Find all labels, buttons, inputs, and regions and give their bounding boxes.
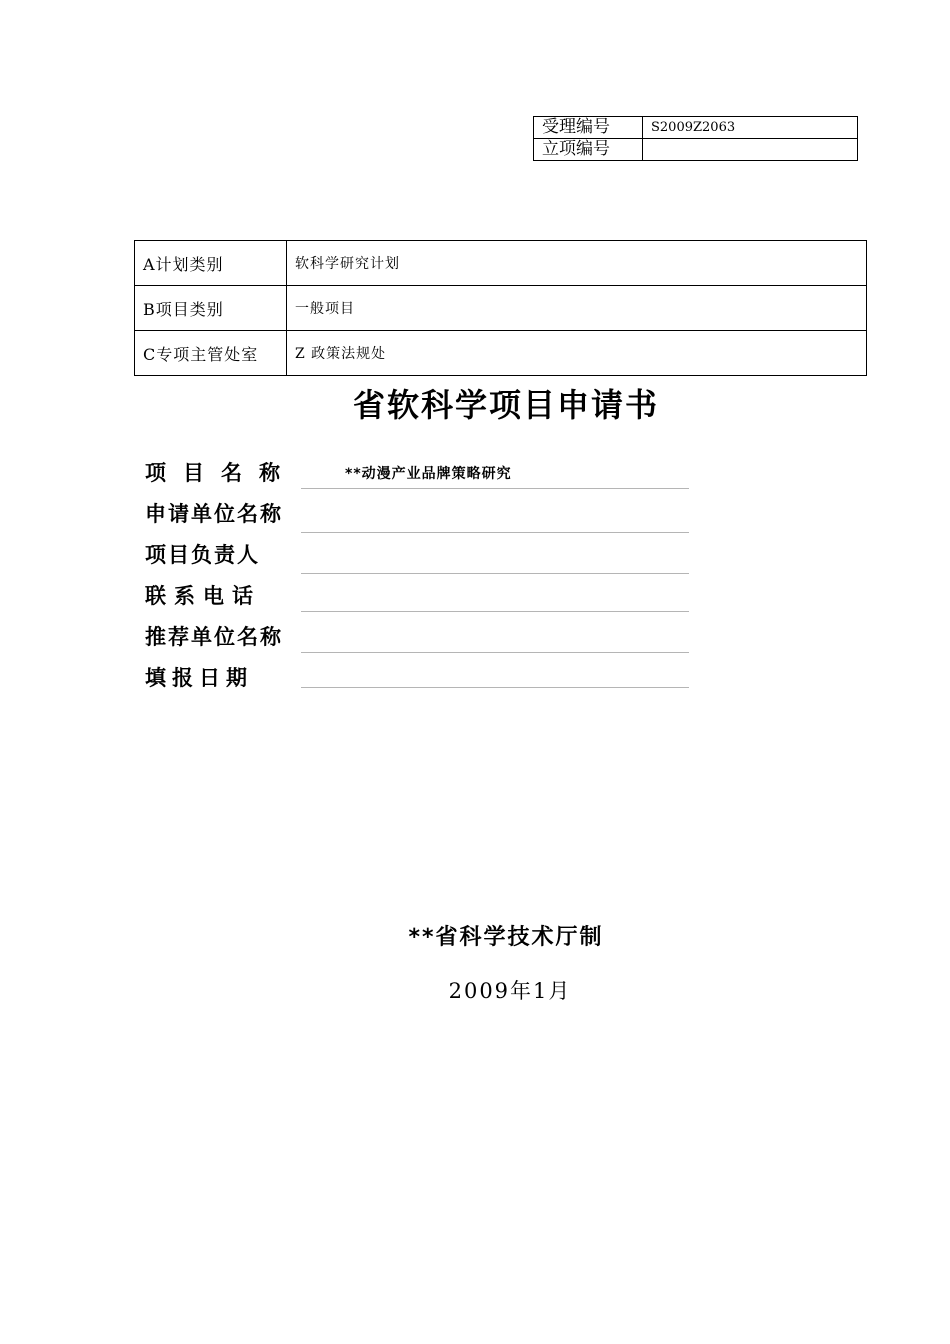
applicant-unit-label: 申请单位名称	[145, 502, 283, 526]
contact-phone-line	[301, 611, 689, 612]
contact-phone-label: 联系电话	[145, 584, 261, 608]
acceptance-number-row	[534, 117, 858, 139]
acceptance-number-value: S2009Z2063	[643, 117, 858, 139]
plan-category-label: A计划类别	[135, 241, 287, 286]
issuer: **省科学技术厅制	[408, 925, 604, 950]
plan-category-value: 软科学研究计划	[287, 241, 867, 286]
project-name-label: 项目名称	[145, 461, 297, 485]
project-name-value: **动漫产业品牌策略研究	[345, 466, 512, 482]
project-category-label: B项目类别	[135, 286, 287, 331]
project-category-row	[135, 286, 867, 331]
project-leader-label: 项目负责人	[145, 543, 260, 567]
project-category-value: 一般项目	[287, 286, 867, 331]
approval-number-label: 立项编号	[534, 139, 643, 161]
issue-date: 2009年1月	[448, 979, 572, 1003]
acceptance-number-label: 受理编号	[534, 117, 643, 139]
supervising-office-value: Z 政策法规处	[287, 331, 867, 376]
project-name-line	[301, 488, 689, 489]
approval-number-row	[534, 139, 858, 161]
document-title: 省软科学项目申请书	[352, 386, 659, 424]
plan-category-row	[135, 241, 867, 286]
fill-date-label: 填报日期	[145, 666, 253, 690]
fill-date-line	[301, 687, 689, 688]
recommending-unit-line	[301, 652, 689, 653]
supervising-office-label: C专项主管处室	[135, 331, 287, 376]
applicant-unit-line	[301, 532, 689, 533]
approval-number-value	[643, 139, 858, 161]
category-table	[134, 240, 867, 376]
recommending-unit-label: 推荐单位名称	[145, 625, 283, 649]
id-number-table	[533, 116, 858, 161]
supervising-office-row	[135, 331, 867, 376]
project-leader-line	[301, 573, 689, 574]
